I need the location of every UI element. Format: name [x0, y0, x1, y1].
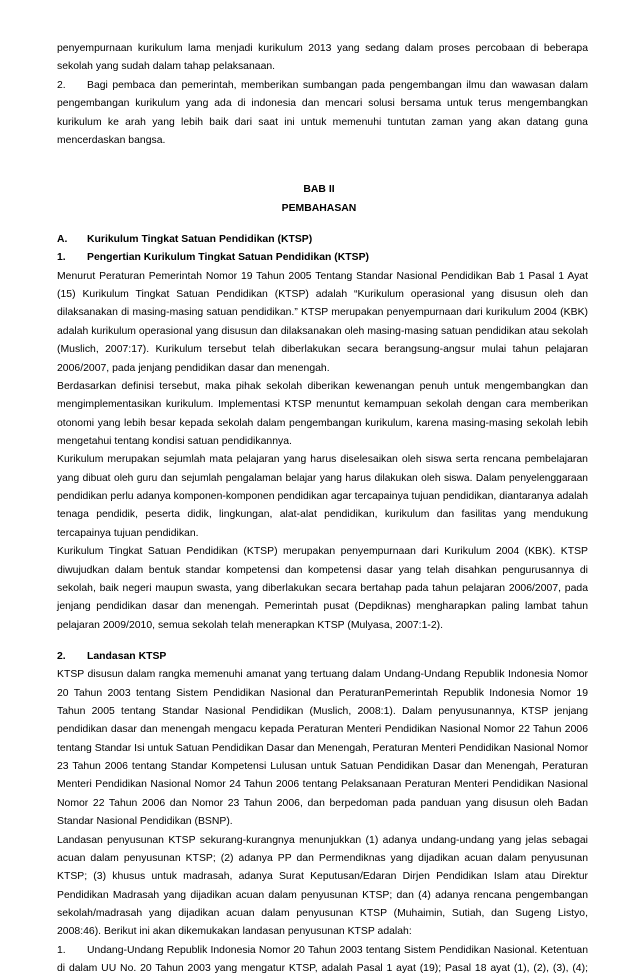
body-line: Standar Nasional Pendidikan (BSNP).: [57, 816, 233, 828]
body-line: acuan dalam penyusunan KTSP; (2) adanya PP dan Permendiknas yang dijadikan acuan dalam penyusunan: [57, 852, 588, 864]
chapter-title: PEMBAHASAN: [281, 202, 357, 214]
body-line: adalah kurikulum operasional yang disusun dan dilaksanakan oleh masing-masing satuan pendidikan atau sekolah: [57, 325, 588, 337]
body-line: mengetahui tentang kondisi satuan pendidikannya.: [57, 436, 292, 447]
intro-line: Bagi pembaca dan pemerintah, memberikan sumbangan pada pengembangan ilmu dan wawasan dalam: [87, 79, 588, 91]
body-line: Undang-Undang Republik Indonesia Nomor 20 Tahun 2003 tentang Sistem Pendidikan Nasional. Ketentuan: [87, 944, 588, 956]
body-line: pelajaran 2009/2010, semua sekolah telah menerapkan KTSP (Mulyasa, 2007:1-2).: [57, 619, 444, 631]
body-line: Menurut Peraturan Pemerintah Nomor 19 Tahun 2005 Tentang Standar Nasional Pendidikan Bab 1 Pasal 1 Ayat: [57, 270, 588, 282]
subsection-title: Pengertian Kurikulum Tingkat Satuan Pendidikan (KTSP): [87, 252, 370, 264]
body-list-item: [57, 944, 588, 958]
body-line: Pendidikan Madrasah yang dijadikan acuan dalam penyusunan KTSP; dan (4) adanya rencana pengembangan: [57, 889, 588, 901]
body-line: 2008:46). Berikut ini akan dikemukakan landasan penyusunan KTSP adalah:: [57, 926, 412, 938]
intro-line: mencerdaskan bangsa.: [57, 134, 166, 146]
body-line: KTSP; (3) khusus untuk madrasah, adanya Surat Keputusan/Edaran Dirjen Pendidikan Islam atau Direktur: [57, 871, 588, 883]
body-line: KTSP disusun dalam rangka memenuhi amanat yang tertuang dalam Undang-Undang Republik Indonesia Nomor: [57, 669, 588, 681]
body-line: 2006/2007, pada jenjang pendidikan dasar dan menengah.: [57, 362, 330, 374]
section-number: A.: [57, 234, 68, 245]
body-line: Menteri Pendidikan Nasional Nomor 24 Tahun 2006 tentang Pelaksanaan Peraturan Menteri Pendidikan Nasional: [57, 779, 588, 791]
intro-line: kurikulum ke arah yang lebih baik dari saat ini untuk memenuhi tuntutan zaman yang akan datang guna: [57, 116, 588, 128]
section-heading: [57, 233, 588, 247]
body-line: Landasan penyusunan KTSP sekurang-kurangnya menunjukkan (1) adanya undang-undang yang jelas sebagai: [57, 834, 588, 846]
subsection-heading: [57, 650, 588, 664]
section-title: Kurikulum Tingkat Satuan Pendidikan (KTSP): [87, 234, 313, 245]
body-line: pendidikan perlu adanya komponen-komponen pendidikan agar tercapainya tujuan pendidikan, diantaranya adalah: [57, 491, 588, 503]
body-line: Tahun 2005 tentang Standar Nasional Pendidikan (Muslich, 2008:1). Dalam penyusunannya, KTSP jenjang: [57, 705, 588, 717]
body-line: dilaksanakan di masing-masing satuan pendidikan.” KTSP merupakan penyempurnaan dari kurikulum 2004 (KBK): [57, 307, 588, 319]
intro-line: pengembangan kurikulum yang ada di indonesia dan mencari solusi bersama untuk terus mengembangkan: [57, 98, 588, 110]
body-line: Nomor 22 Tahun 2006 dan Nomor 23 Tahun 2006, dan berpedoman pada panduan yang disusun oleh Badan: [57, 797, 588, 809]
subsection-title: Landasan KTSP: [87, 650, 167, 662]
body-line: Berdasarkan definisi tersebut, maka pihak sekolah diberikan kewenangan penuh untuk mengembangkan dan: [57, 380, 588, 392]
body-line: yang dibuat oleh guru dan sejumlah pengalaman belajar yang harus dilakukan oleh siswa. Dalam penyelenggaraan: [57, 472, 588, 484]
body-line: di dalam UU No. 20 Tahun 2003 yang mengatur KTSP, adalah Pasal 1 ayat (19); Pasal 18 ayat (1), (2), (3), (4);: [57, 963, 588, 974]
subsection-heading: [57, 251, 588, 265]
intro-line: sekolah yang sudah dalam tahap pelaksanaan.: [57, 61, 276, 73]
body-line: otonomi yang lebih besar kepada sekolah dalam pengembangan kurikulum, karena masing-masing sekolah lebih: [57, 417, 588, 429]
body-line: (Muslich, 2007:17). Kurikulum tersebut telah diberlakukan secara berangsung-angsur mulai tahun pelajaran: [57, 344, 588, 356]
list-number: 1.: [57, 944, 66, 956]
body-line: sekolah, baik negeri maupun swasta, yang diberlakukan secara bertahap pada tahun pelajaran 2006/2007, pada: [57, 582, 588, 594]
chapter-label: BAB II: [303, 184, 335, 196]
body-line: (15) Kurikulum Tingkat Satuan Pendidikan (KTSP) adalah “Kurikulum operasional yang disusun oleh dan: [57, 289, 588, 301]
body-line: tercapainya tujuan pendidikan.: [57, 527, 199, 539]
list-number: 2.: [57, 79, 66, 91]
body-line: pendidikan dasar dan menengah mengacu kepada Peraturan Menteri Pendidikan Nasional Nomor 22 Tahun 2006: [57, 724, 588, 736]
body-line: tentang Standar Isi untuk Satuan Pendidikan Dasar dan Menengah, Peraturan Menteri Pendidikan Nasional Nomor: [57, 742, 589, 754]
intro-list-item: [57, 79, 588, 93]
body-line: jenjang pendidikan dasar dan menengah. Pemerintah pusat (Depdiknas) mengharapkan paling lambat tahun: [57, 601, 588, 613]
body-line: sekolah/madrasah yang dijadikan acuan dalam penyusunan KTSP (Muhaimin, Sutiah, dan Sugeng Listyo,: [57, 907, 588, 919]
body-line: Kurikulum Tingkat Satuan Pendidikan (KTSP) merupakan penyempurnaan dari Kurikulum 2004 (KBK). KTSP: [57, 546, 588, 558]
body-line: 20 Tahun 2003 tentang Sistem Pendidikan Nasional dan PeraturanPemerintah Republik Indonesia Nomor 19: [57, 687, 588, 699]
body-line: 23 Tahun 2006 tentang Standar Kompetensi Lulusan untuk Satuan Pendidikan Dasar dan Menengah, Peraturan: [57, 761, 588, 772]
subsection-number: 1.: [57, 252, 66, 264]
body-line: diwujudkan dalam bentuk standar kompetensi dan kompetensi dasar yang telah disahkan pengurusannya di: [57, 564, 588, 576]
body-line: Kurikulum merupakan sejumlah mata pelajaran yang harus diselesaikan oleh siswa serta rencana pembelajaran: [57, 454, 588, 466]
body-line: mengimplementasikan kurikulum. Implementasi KTSP menuntut kemampuan sekolah dengan cara memberikan: [57, 399, 588, 411]
body-line: tenaga pendidik, peserta didik, lingkungan, alat-alat pendidikan, kurikulum dan fasilitas yang mendukung: [57, 509, 588, 521]
intro-line: penyempurnaan kurikulum lama menjadi kurikulum 2013 yang sedang dalam proses percobaan di beberapa: [57, 43, 588, 54]
subsection-number: 2.: [57, 650, 66, 662]
